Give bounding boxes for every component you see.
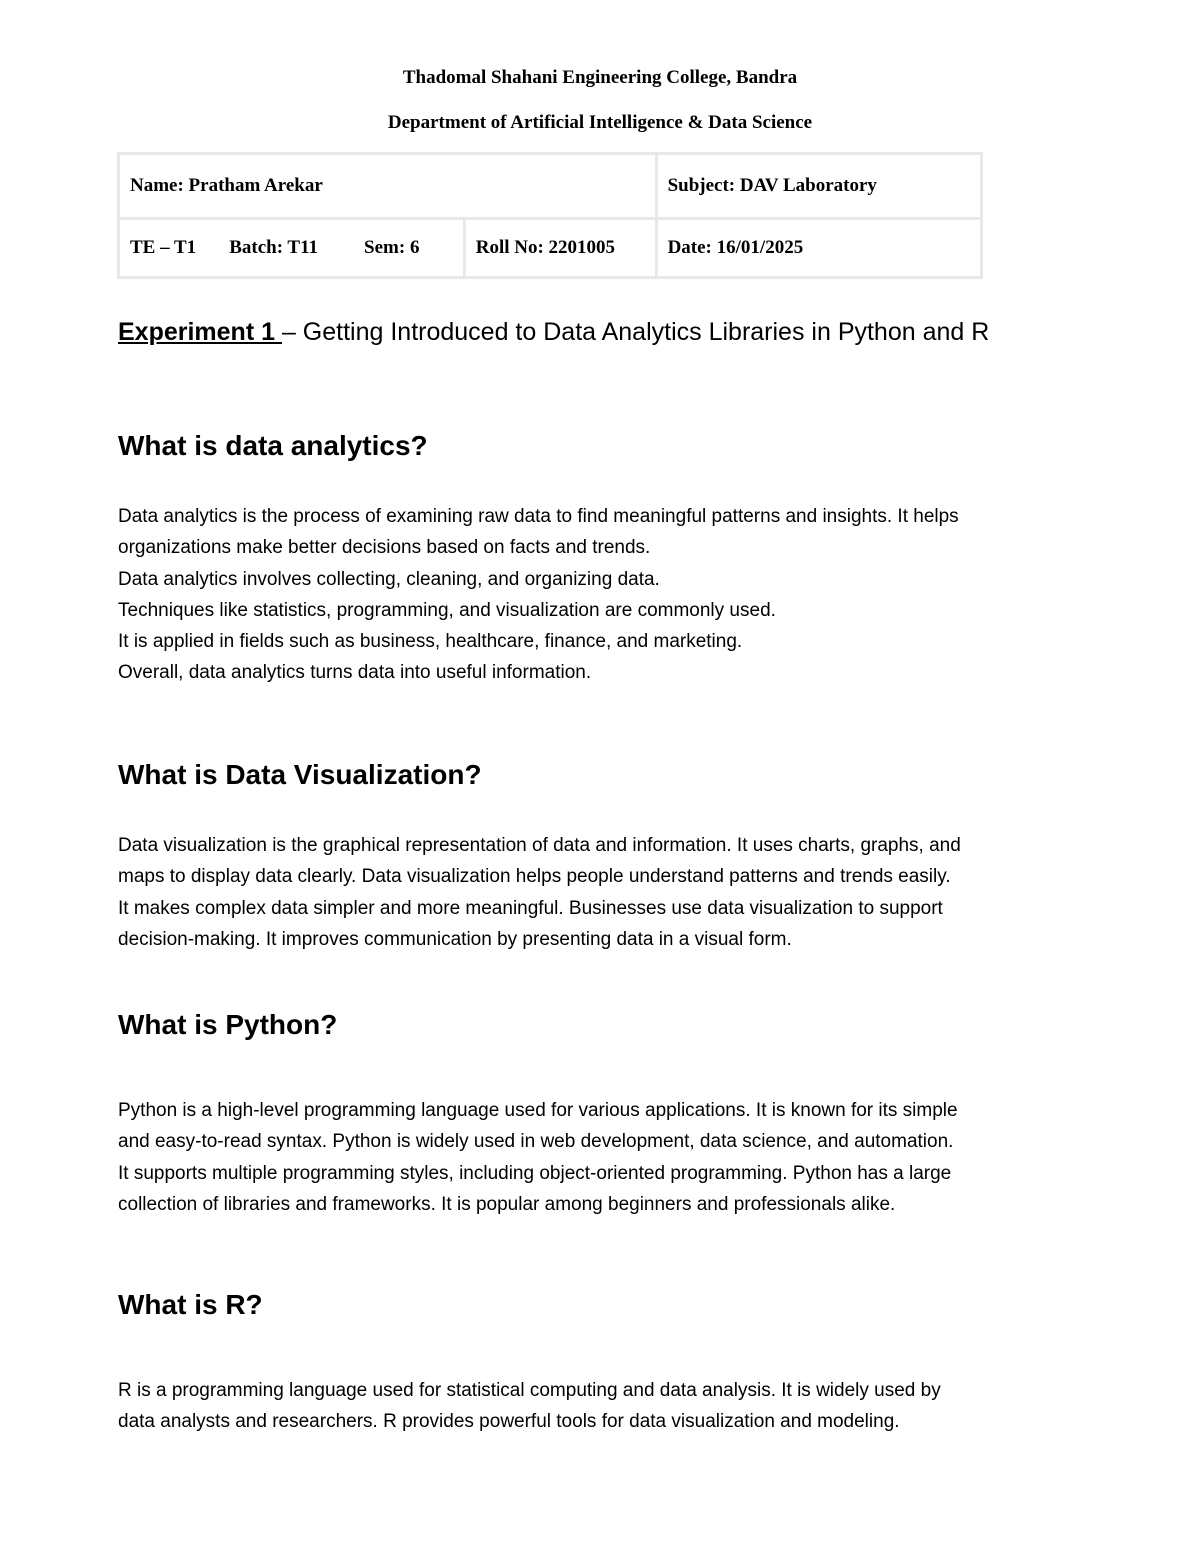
paragraph-line: It supports multiple programming styles, including object-oriented programming. Python has a large [118, 1162, 952, 1184]
class-label: TE – T1 [130, 237, 197, 258]
student-name: Name: Pratham Arekar [130, 175, 323, 196]
section-heading: What is Data Visualization? [118, 759, 482, 790]
section-heading: What is data analytics? [118, 430, 428, 461]
paragraph-line: organizations make better decisions based on facts and trends. [118, 537, 651, 559]
name-cell [119, 154, 657, 219]
batch-label: Batch: T11 [229, 237, 319, 258]
paragraph-line: and easy-to-read syntax. Python is widely used in web development, data science, and automation. [118, 1131, 954, 1153]
department-name: Department of Artificial Intelligence & Data Science [387, 112, 813, 133]
experiment-title-text: – Getting Introduced to Data Analytics Libraries in Python and R [281, 318, 990, 346]
section-heading: What is R? [118, 1289, 263, 1320]
paragraph-line: Data analytics is the process of examining raw data to find meaningful patterns and insights. It helps [118, 506, 959, 527]
paragraph-line: It makes complex data simpler and more meaningful. Businesses use data visualization to support [118, 897, 943, 919]
paragraph-line: Python is a high-level programming language used for various applications. It is known for its simple [118, 1100, 958, 1121]
paragraph-line: maps to display data clearly. Data visualization helps people understand patterns and trends easily. [118, 866, 951, 888]
section-paragraph [118, 1095, 1078, 1220]
section-paragraph [118, 1375, 1078, 1438]
roll-number: Roll No: 2201005 [475, 237, 616, 258]
info-row [119, 154, 982, 219]
paragraph-line: Techniques like statistics, programming, and visualization are commonly used. [118, 599, 776, 621]
section-paragraph [118, 501, 1078, 689]
paragraph-line: data analysts and researchers. R provides powerful tools for data visualization and modeling. [118, 1411, 900, 1433]
class-batch-sem-cell [119, 219, 465, 278]
paragraph-line: decision-making. It improves communication by presenting data in a visual form. [118, 928, 792, 950]
paragraph-line: R is a programming language used for statistical computing and data analysis. It is widely used by [118, 1380, 941, 1401]
date-cell [656, 219, 981, 278]
sem-label: Sem: 6 [364, 237, 420, 258]
paragraph-line: Overall, data analytics turns data into useful information. [118, 662, 592, 684]
paragraph-line: It is applied in fields such as business, healthcare, finance, and marketing. [118, 631, 743, 653]
roll-cell [464, 219, 656, 278]
paragraph-line: Data visualization is the graphical representation of data and information. It uses charts, graphs, and [118, 835, 961, 856]
student-info-table [117, 152, 983, 279]
info-row [119, 219, 982, 278]
college-name: Thadomal Shahani Engineering College, Bandra [402, 67, 798, 88]
subject: Subject: DAV Laboratory [667, 175, 877, 196]
subject-cell [656, 154, 981, 219]
section-paragraph [118, 830, 1078, 955]
experiment-label: Experiment 1 [118, 318, 282, 346]
date: Date: 16/01/2025 [667, 237, 804, 258]
paragraph-line: collection of libraries and frameworks. It is popular among beginners and professionals alike. [118, 1193, 896, 1215]
experiment-title [118, 311, 1083, 353]
section-heading: What is Python? [118, 1009, 338, 1040]
paragraph-line: Data analytics involves collecting, cleaning, and organizing data. [118, 568, 660, 590]
